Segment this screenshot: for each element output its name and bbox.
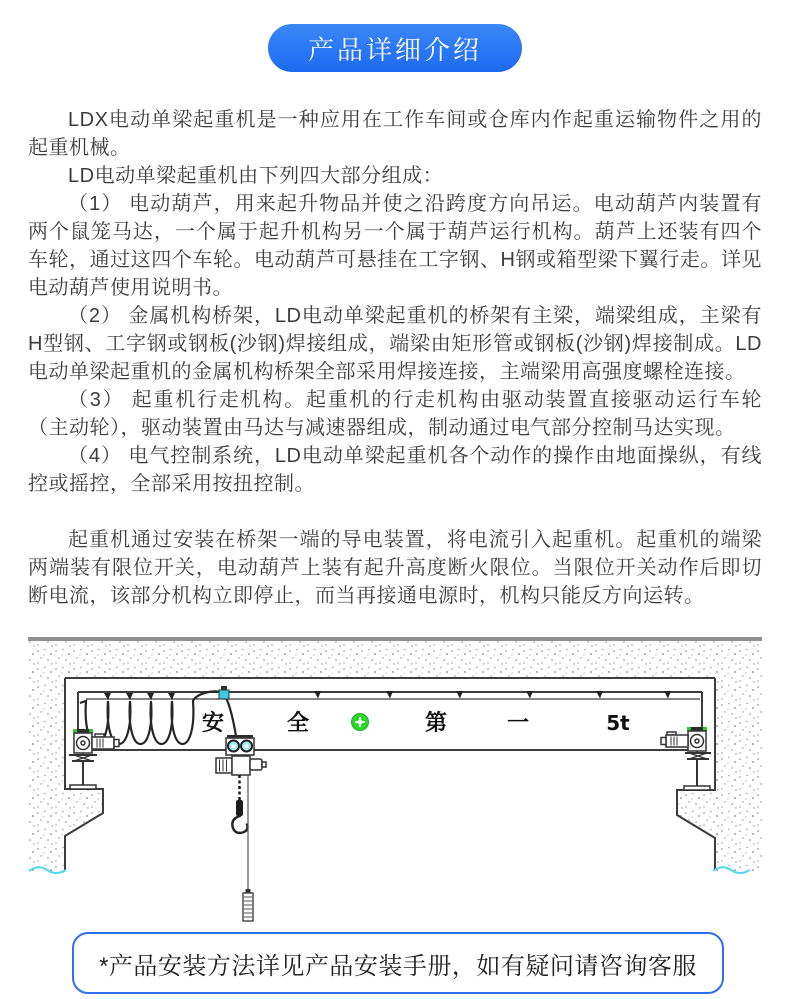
cable-connector-cap — [221, 686, 227, 690]
electric-hoist — [216, 756, 266, 775]
paragraph-item-3: （3） 起重机行走机构。起重机的行走机构由驱动装置直接驱动运行车轮（主动轮），驱动装置由马达与减速器组成，制动通过电气部分控制马达实现。 — [28, 389, 762, 439]
diagram-top-border — [28, 637, 762, 641]
concrete-structure — [28, 641, 762, 873]
paragraph-item-4: （4） 电气控制系统，LD电动单梁起重机各个动作的操作由地面操纵，有线控或摇控，全部采用按扭控制。 — [28, 445, 762, 495]
girder-char-di: 第 — [424, 711, 448, 736]
install-note-text: *产品安装方法详见产品安装手册，如有疑问请咨询客服 — [99, 952, 697, 980]
girder-char-an: 安 — [201, 711, 225, 736]
chain-block — [236, 800, 243, 816]
pendant-control — [243, 775, 253, 921]
paragraph-item-2: （2） 金属机构桥架，LD电动单梁起重机的桥架有主梁，端梁组成，主梁有H型钢、工字钢或钢板(沙钢)焊接组成，端梁由矩形管或钢板(沙钢)焊接制成。LD电动单梁起重机的金属机构桥架全部采用焊接连接，主端梁用高强度螺栓连接。 — [28, 305, 762, 383]
paragraph-intro: LDX电动单梁起重机是一种应用在工作车间或仓库内作起重运输物件之用的起重机械。 — [28, 109, 762, 159]
section-title: 产品详细介绍 — [307, 34, 482, 65]
end-carriage-left — [69, 729, 119, 789]
capacity-label: 5t — [606, 711, 630, 735]
paragraph-power: 起重机通过安装在桥架一端的导电装置，将电流引入起重机。起重机的端梁两端装有限位开关，电动葫芦上装有起升高度断火限位。当限位开关动作后即切断电流，该部分机构立即停止，而当再接通电源时，机构只能反方向运转。 — [28, 529, 762, 607]
cable-connector — [219, 690, 229, 699]
girder-char-quan: 全 — [286, 711, 310, 736]
crane-diagram — [0, 630, 790, 930]
girder-marking — [202, 710, 630, 736]
hook-icon — [232, 816, 247, 833]
paragraph-item-1: （1） 电动葫芦，用来起升物品并使之沿跨度方向吊运。电动葫芦内装置有两个鼠笼马达，一个属于起升机构另一个属于葫芦运行机构。葫芦上还装有四个车轮，通过这四个车轮。电动葫芦可悬挂在工字钢、H钢或箱型梁下翼行走。详见电动葫芦使用说明书。 — [28, 193, 762, 299]
install-note-box — [72, 932, 724, 994]
section-title-pill — [268, 24, 522, 72]
girder-char-yi: 一 — [506, 711, 530, 736]
product-description — [28, 106, 762, 610]
safety-logo-icon — [352, 714, 369, 731]
paragraph-composition: LD电动单梁起重机由下列四大部分组成： — [68, 165, 444, 187]
hoist-trolley — [226, 735, 254, 759]
end-carriage-right — [661, 727, 711, 790]
